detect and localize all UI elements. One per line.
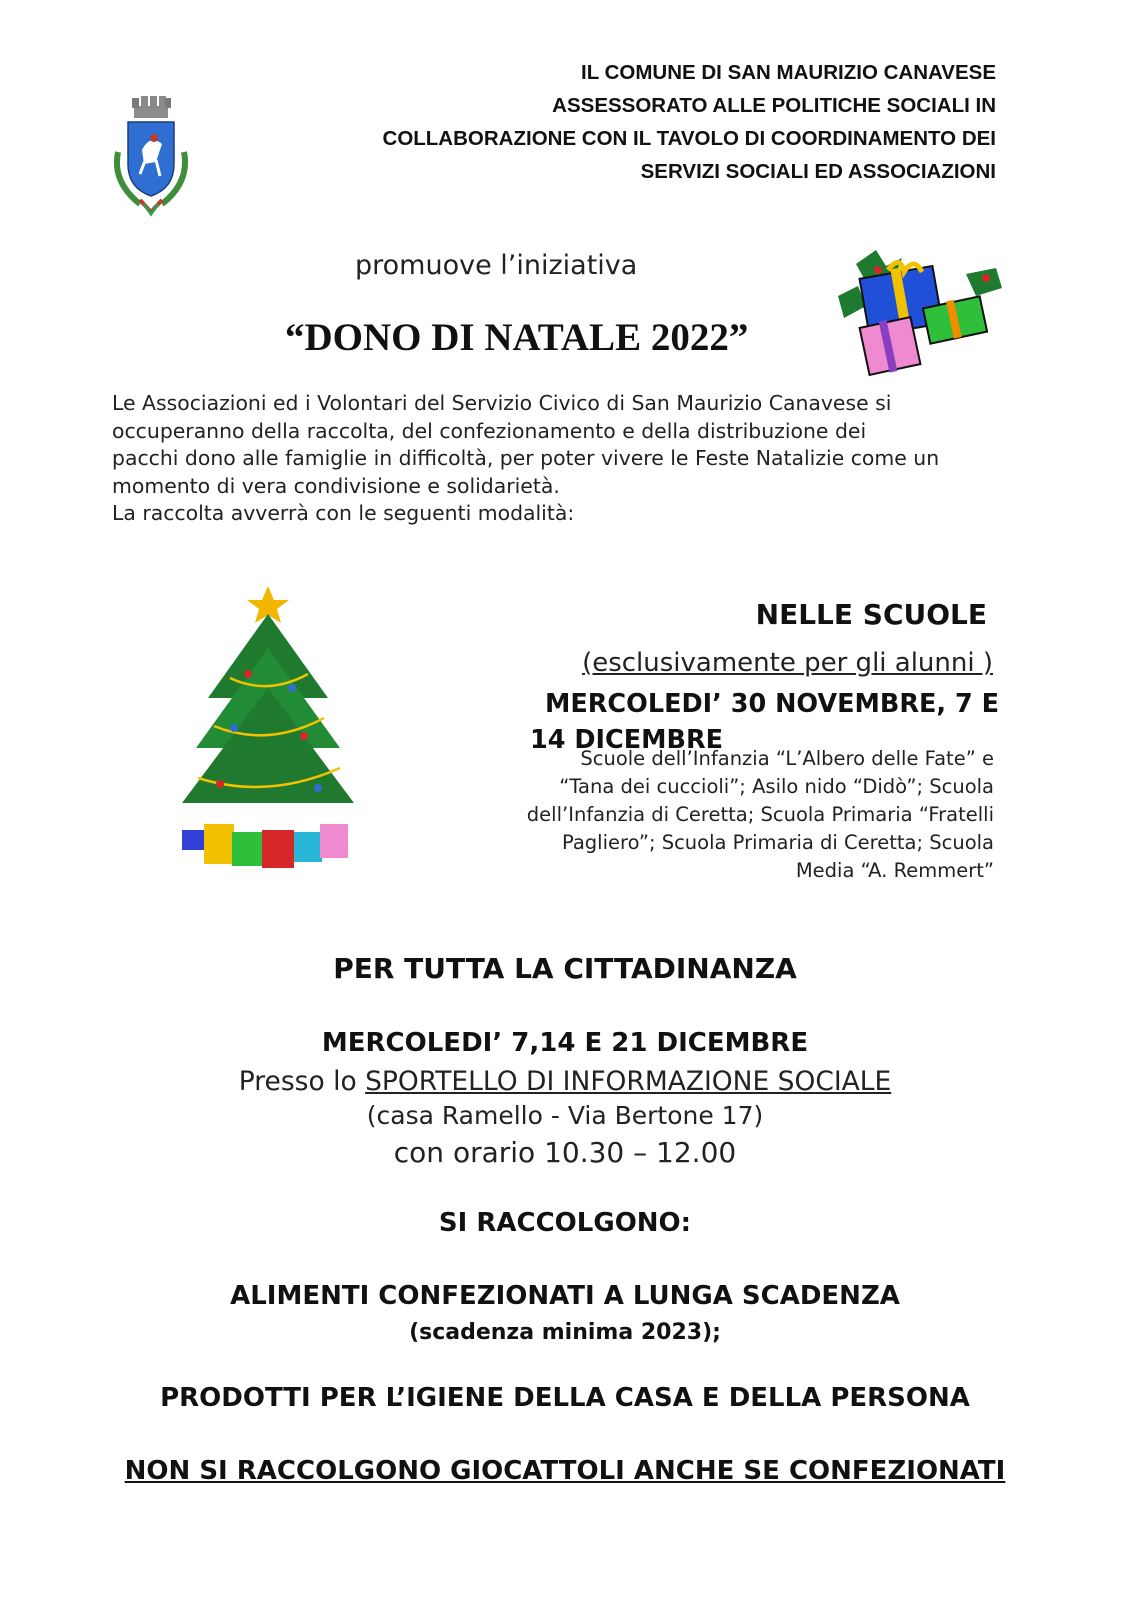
no-toys-warning: NON SI RACCOLGONO GIOCATTOLI ANCHE SE CONFEZIONATI [124, 1456, 1006, 1486]
header-line: SERVIZI SOCIALI ED ASSOCIAZIONI [640, 160, 996, 183]
gift-boxes-icon [836, 244, 1008, 384]
crown-icon [132, 96, 171, 118]
citizens-dates: MERCOLEDI’ 7,14 E 21 DICEMBRE [321, 1028, 809, 1058]
location-place: SPORTELLO DI INFORMAZIONE SOCIALE [365, 1066, 892, 1097]
schools-note: (esclusivamente per gli alunni ) [582, 648, 993, 678]
schools-list-line: Pagliero”; Scuola Primaria di Ceretta; Scuola [561, 831, 994, 854]
header-block [236, 56, 996, 188]
promo-text: promuove l’iniziativa [355, 250, 638, 281]
citizens-title: PER TUTTA LA CITTADINANZA [333, 952, 797, 985]
schools-list-line: Scuole dell’Infanzia “L’Albero delle Fate” e [580, 747, 994, 770]
collect-item-food: ALIMENTI CONFEZIONATI A LUNGA SCADENZA [230, 1281, 900, 1311]
citizens-location [0, 1066, 1130, 1097]
schools-list-line: “Tana dei cuccioli”; Asilo nido “Didò”; Scuola [559, 775, 994, 798]
intro-line: La raccolta avverrà con le seguenti modalità: [112, 501, 575, 526]
collect-title: SI RACCOLGONO: [438, 1208, 692, 1238]
intro-line: pacchi dono alle famiglie in difficoltà, per poter vivere le Feste Natalizie come un [112, 446, 940, 471]
intro-line: momento di vera condivisione e solidarietà. [112, 473, 560, 498]
header-line: COLLABORAZIONE CON IL TAVOLO DI COORDINAMENTO DEI [382, 127, 996, 150]
schools-title: NELLE SCUOLE [755, 598, 987, 631]
citizens-hours: con orario 10.30 – 12.00 [393, 1136, 737, 1169]
citizens-address: (casa Ramello - Via Bertone 17) [366, 1101, 764, 1130]
header-line: IL COMUNE DI SAN MAURIZIO CANAVESE [581, 61, 996, 84]
collect-item-hygiene: PRODOTTI PER L’IGIENE DELLA CASA E DELLA PERSONA [160, 1383, 970, 1413]
christmas-tree-icon [168, 578, 368, 878]
intro-line: occuperanno della raccolta, del confezionamento e della distribuzione dei [112, 418, 867, 443]
collect-item-food-note: (scadenza minima 2023); [409, 1320, 721, 1345]
intro-line: Le Associazioni ed i Volontari del Servizio Civico di San Maurizio Canavese si [112, 391, 892, 415]
schools-dates-line2: 14 DICEMBRE [530, 725, 724, 755]
header-line: ASSESSORATO ALLE POLITICHE SOCIALI IN [552, 94, 996, 117]
schools-list-line: dell’Infanzia di Ceretta; Scuola Primaria “Fratelli [526, 803, 994, 826]
location-prefix: Presso lo [238, 1066, 366, 1097]
schools-dates-line1: MERCOLEDI’ 30 NOVEMBRE, 7 E [545, 689, 1000, 719]
intro-paragraph [112, 390, 1012, 528]
schools-list [434, 745, 994, 885]
schools-list-line: Media “A. Remmert” [795, 859, 994, 882]
page-title: “DONO DI NATALE 2022” [285, 316, 749, 359]
municipal-coat-of-arms [110, 92, 192, 220]
